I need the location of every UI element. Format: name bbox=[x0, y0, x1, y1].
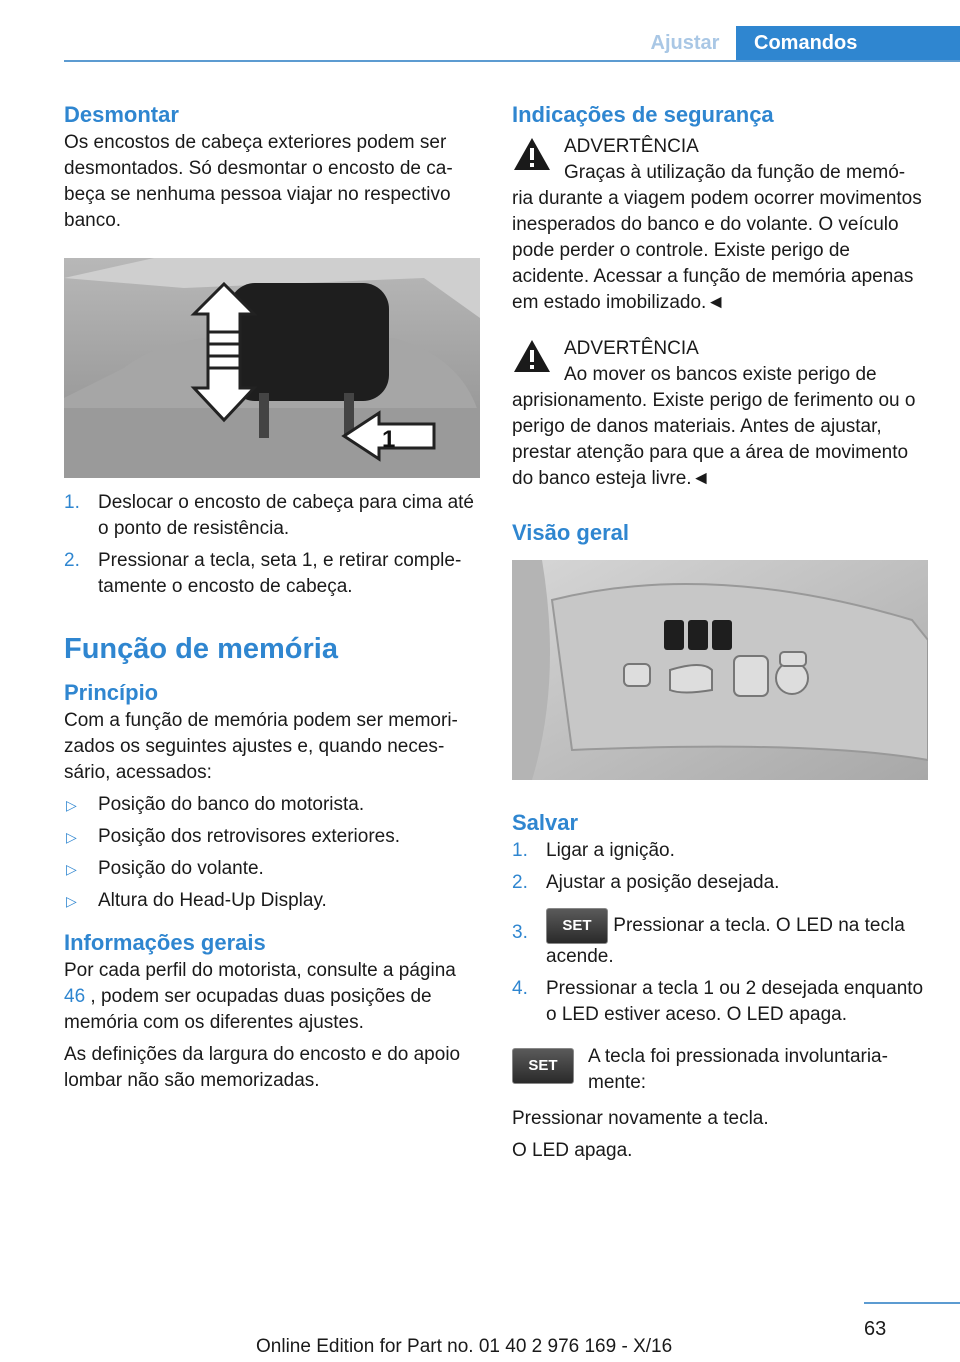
warning-title: ADVERTÊNCIA bbox=[564, 136, 699, 157]
list-item: 2. Pressionar a tecla, seta 1, e retirar completamente o encosto de cabeça. bbox=[64, 550, 462, 597]
warning-icon bbox=[512, 338, 552, 374]
memory-bullets bbox=[64, 792, 480, 914]
warning-block-2 bbox=[512, 336, 928, 492]
principio-heading: Princípio bbox=[64, 680, 159, 705]
desmontar-steps bbox=[64, 490, 480, 600]
list-item: ▷ Posição do banco do motorista. bbox=[66, 794, 365, 815]
info-gerais-heading: Informações gerais bbox=[64, 930, 266, 955]
desmontar-text: Os encostos de cabeça exteriores podem ser desmontados. Só desmontar o encosto de cabeça se nenhuma pessoa viajar no respectivo banco. bbox=[64, 132, 453, 231]
warning-title: ADVERTÊNCIA bbox=[564, 338, 699, 359]
funcao-memoria-heading: Função de memória bbox=[64, 633, 338, 665]
header-rule bbox=[64, 60, 960, 62]
info-text: Por cada perfil do motorista, consulte a página 46 , podem ser ocupadas duas posições de memória com os diferentes ajustes. bbox=[64, 960, 456, 1033]
right-column bbox=[512, 100, 928, 1164]
callout-1: 1 bbox=[382, 426, 396, 453]
seguranca-heading: Indicações de segurança bbox=[512, 102, 774, 127]
seat-controls-photo bbox=[512, 560, 928, 780]
list-item: 1. Ligar a ignição. bbox=[512, 840, 675, 861]
warning-first-line: Ao mover os bancos existe perigo de bbox=[564, 364, 877, 385]
warning-icon bbox=[512, 136, 552, 172]
list-item: ▷ Posição dos retrovisores exteriores. bbox=[66, 826, 401, 847]
left-column bbox=[64, 100, 480, 1094]
list-item: 3. SET Pressionar a tecla. O LED na tecla acende. bbox=[512, 908, 928, 970]
headrest-illustration bbox=[64, 258, 480, 478]
seat-controls-illustration bbox=[512, 560, 928, 780]
warning-block-1 bbox=[512, 134, 928, 316]
list-item: ▷ Posição do volante. bbox=[66, 858, 264, 879]
note-text: A tecla foi pressionada involuntariamente: bbox=[588, 1046, 888, 1093]
principio-text: Com a função de memória podem ser memorizados os seguintes ajustes e, quando necessário, acessados: bbox=[64, 710, 458, 783]
list-item: 4. Pressionar a tecla 1 ou 2 desejada enquanto o LED estiver aceso. O LED apaga. bbox=[512, 978, 924, 1025]
header-tab-comandos[interactable] bbox=[736, 26, 960, 62]
set-button-icon: SET bbox=[512, 1048, 574, 1084]
footer-rule bbox=[864, 1302, 960, 1304]
salvar-steps bbox=[512, 838, 928, 1028]
note-block bbox=[512, 1044, 928, 1100]
info-text-2: As definições da largura do encosto e do apoio lombar não são memorizadas. bbox=[64, 1044, 461, 1091]
visao-geral-heading: Visão geral bbox=[512, 520, 629, 545]
desmontar-heading: Desmontar bbox=[64, 102, 179, 127]
warning-text: ria durante a viagem podem ocorrer movimentos inesperados do banco e do volante. O veículo pode perder o controle. Existe perigo de acidente. Acessar a função de memória apenas em estado imobilizado.◄ bbox=[512, 188, 922, 313]
warning-first-line: Graças à utilização da função de memó- bbox=[564, 162, 906, 183]
warning-text: aprisionamento. Existe perigo de ferimento ou o perigo de danos materiais. Antes de ajustar, prestar atenção para que a área de movimento do banco esteja livre.◄ bbox=[512, 390, 916, 489]
page-link-46[interactable]: 46 bbox=[64, 986, 86, 1007]
footer-edition: Online Edition for Part no. 01 40 2 976 169 - X/16 bbox=[256, 1336, 673, 1357]
headrest-photo bbox=[64, 258, 480, 478]
list-item: 1. Deslocar o encosto de cabeça para cima até o ponto de resistência. bbox=[64, 492, 474, 539]
header-tab-comandos-label: Comandos bbox=[754, 32, 858, 54]
set-button-icon: SET bbox=[546, 908, 608, 944]
page-number: 63 bbox=[864, 1318, 887, 1340]
salvar-heading: Salvar bbox=[512, 810, 579, 835]
list-item: 2. Ajustar a posição desejada. bbox=[512, 872, 780, 893]
list-item: ▷ Altura do Head-Up Display. bbox=[66, 890, 327, 911]
after-text-1: Pressionar novamente a tecla. bbox=[512, 1108, 769, 1129]
header-tab-ajustar[interactable]: Ajustar bbox=[650, 32, 720, 54]
after-text-2: O LED apaga. bbox=[512, 1140, 633, 1161]
